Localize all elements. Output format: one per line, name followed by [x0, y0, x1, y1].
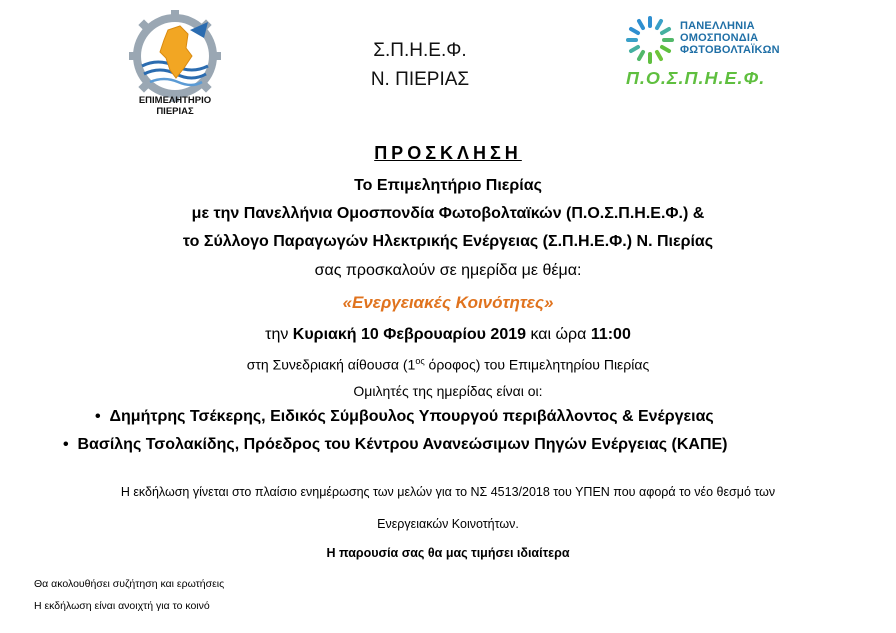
association-abbr: Σ.Π.Η.Ε.Φ.	[373, 40, 467, 61]
context-line-2: Ενεργειακών Κοινοτήτων.	[377, 517, 519, 531]
event-topic: «Ενεργειακές Κοινότητες»	[342, 293, 554, 312]
event-time: 11:00	[590, 326, 631, 343]
invitation-line-2: με την Πανελλήνια Ομοσπονδία Φωτοβολταϊκών (Π.Ο.Σ.Π.Η.Ε.Φ.) &	[191, 205, 705, 222]
speaker-item	[63, 436, 728, 454]
chamber-logo-caption	[112, 95, 238, 117]
invitation-line-1: Το Επιμελητήριο Πιερίας	[354, 177, 542, 194]
federation-sun-icon	[622, 12, 678, 68]
date-prefix: την	[265, 326, 293, 343]
date-mid: και ώρα	[526, 326, 591, 343]
venue-suffix: όροφος) του Επιμελητηρίου Πιερίας	[424, 356, 650, 373]
event-venue-line	[0, 356, 896, 373]
venue-superscript: ος	[415, 356, 425, 366]
invitation-line-3: το Σύλλογο Παραγωγών Ηλεκτρικής Ενέργειας (Σ.Π.Η.Ε.Φ.) Ν. Πιερίας	[182, 233, 714, 250]
federation-name	[680, 20, 810, 56]
bullet-symbol: •	[95, 408, 101, 425]
chamber-logo-caption-line1: ΕΠΙΜΕΛΗΤΗΡΙΟ	[138, 95, 212, 106]
venue-prefix: στη Συνεδριακή αίθουσα (1	[246, 356, 416, 373]
speakers-intro: Ομιλητές της ημερίδας είναι οι:	[353, 383, 543, 399]
chamber-logo-caption-line2: ΠΙΕΡΙΑΣ	[156, 106, 194, 117]
federation-name-line3: ΦΩΤΟΒΟΛΤΑΪΚΩΝ	[680, 44, 780, 56]
footnote-1: Θα ακολουθήσει συζήτηση και ερωτήσεις	[34, 578, 225, 590]
event-date-line	[0, 326, 896, 344]
footnote-2: Η εκδήλωση είναι ανοιχτή για το κοινό	[34, 600, 210, 612]
invitation-title: ΠΡΟΣΚΛΗΣΗ	[374, 143, 522, 163]
speaker-item	[95, 408, 714, 426]
federation-abbr: Π.Ο.Σ.Π.Η.Ε.Φ.	[626, 68, 766, 88]
speaker-2: Βασίλης Τσολακίδης, Πρόεδρος του Κέντρου Ανανεώσιμων Πηγών Ενέργειας (ΚΑΠΕ)	[77, 436, 728, 453]
context-line-1: Η εκδήλωση γίνεται στο πλαίσιο ενημέρωσης των μελών για το ΝΣ 4513/2018 του ΥΠΕΝ που αφορά το νέο θεσμό των	[120, 485, 776, 499]
association-region: Ν. ΠΙΕΡΙΑΣ	[370, 69, 470, 90]
speaker-1: Δημήτρης Τσέκερης, Ειδικός Σύμβουλος Υπουργού περιβάλλοντος & Ενέργειας	[109, 408, 714, 425]
association-header	[330, 36, 510, 94]
federation-name-line2: ΟΜΟΣΠΟΝΔΙΑ	[680, 32, 759, 44]
invitation-line-4: σας προσκαλούν σε ημερίδα με θέμα:	[314, 262, 582, 279]
bullet-symbol: •	[63, 436, 69, 453]
closing-line: Η παρουσία σας θα μας τιμήσει ιδιαίτερα	[326, 546, 570, 560]
event-date: Κυριακή 10 Φεβρουαρίου 2019	[292, 326, 527, 343]
federation-name-line1: ΠΑΝΕΛΛΗΝΙΑ	[680, 20, 755, 32]
